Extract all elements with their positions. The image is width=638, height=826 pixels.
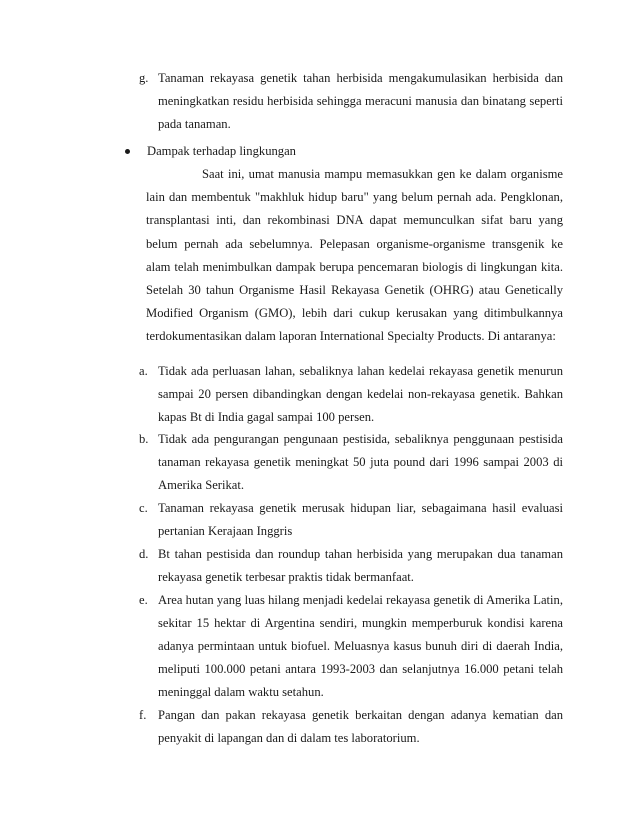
list-item-label: e. <box>139 593 148 607</box>
list-item-b <box>139 428 563 497</box>
list-item-label: b. <box>139 432 149 446</box>
list-item-e <box>139 589 563 704</box>
intro-paragraph: Saat ini, umat manusia mampu memasukkan gen ke dalam organisme lain dan membentuk "makhluk hidup baru" yang belum pernah ada. Pengklonan, transplantasi inti, dan rekombinasi DNA dapat memunculkan sifat baru yang belum pernah ada sebelumnya. Pelepasan organisme-organisme transgenik ke alam telah menimbulkan dampak berupa pencemaran biologis di lingkungan kita. Setelah 30 tahun Organisme Hasil Rekayasa Genetik (OHRG) atau Genetically Modified Organism (GMO), lebih dari cukup kerusakan yang ditimbulkannya terdokumentasikan dalam laporan International Specialty Products. Di antaranya: <box>146 167 563 344</box>
list-item-text: Pangan dan pakan rekayasa genetik berkaitan dengan adanya kematian dan penyakit di lapangan dan di dalam tes laboratorium. <box>158 708 563 745</box>
list-item-f <box>139 704 563 750</box>
list-item-g <box>139 67 563 136</box>
list-item-c <box>139 497 563 543</box>
list-item-d <box>139 543 563 589</box>
list-item-text: Tanaman rekayasa genetik tahan herbisida mengakumulasikan herbisida dan meningkatkan residu herbisida sehingga meracuni manusia dan binatang seperti pada tanaman. <box>158 71 563 131</box>
list-item-label: d. <box>139 547 149 561</box>
list-item-text: Tanaman rekayasa genetik merusak hidupan liar, sebagaimana hasil evaluasi pertanian Kerajaan Inggris <box>158 501 563 538</box>
list-item-a <box>139 360 563 429</box>
list-item-label: a. <box>139 364 148 378</box>
list-item-label: f. <box>139 708 147 722</box>
section-heading: Dampak terhadap lingkungan <box>147 144 296 158</box>
list-item-text: Tidak ada perluasan lahan, sebaliknya lahan kedelai rekayasa genetik menurun sampai 20 persen dibandingkan dengan kedelai non-rekayasa genetik. Bahkan kapas Bt di India gagal sampai 100 persen. <box>158 364 563 424</box>
bullet-dot-icon <box>125 149 130 154</box>
list-item-text: Area hutan yang luas hilang menjadi kedelai rekayasa genetik di Amerika Latin, sekitar 15 hektar di Argentina sendiri, mungkin memperburuk kondisi karena adanya permintaan untuk biofuel. Meluasnya kasus bunuh diri di daerah India, meliputi 100.000 petani antara 1993-2003 dan selanjutnya 16.000 petani telah meninggal dalam waktu setahun. <box>158 593 563 699</box>
list-item-label: g. <box>139 71 149 85</box>
list-item-text: Bt tahan pestisida dan roundup tahan herbisida yang merupakan dua tanaman rekayasa genetik terbesar praktis tidak bermanfaat. <box>158 547 563 584</box>
list-item-label: c. <box>139 501 148 515</box>
list-item-text: Tidak ada pengurangan pengunaan pestisida, sebaliknya penggunaan pestisida tanaman rekayasa genetik meningkat 50 juta pound dari 1996 sampai 2003 di Amerika Serikat. <box>158 432 563 492</box>
